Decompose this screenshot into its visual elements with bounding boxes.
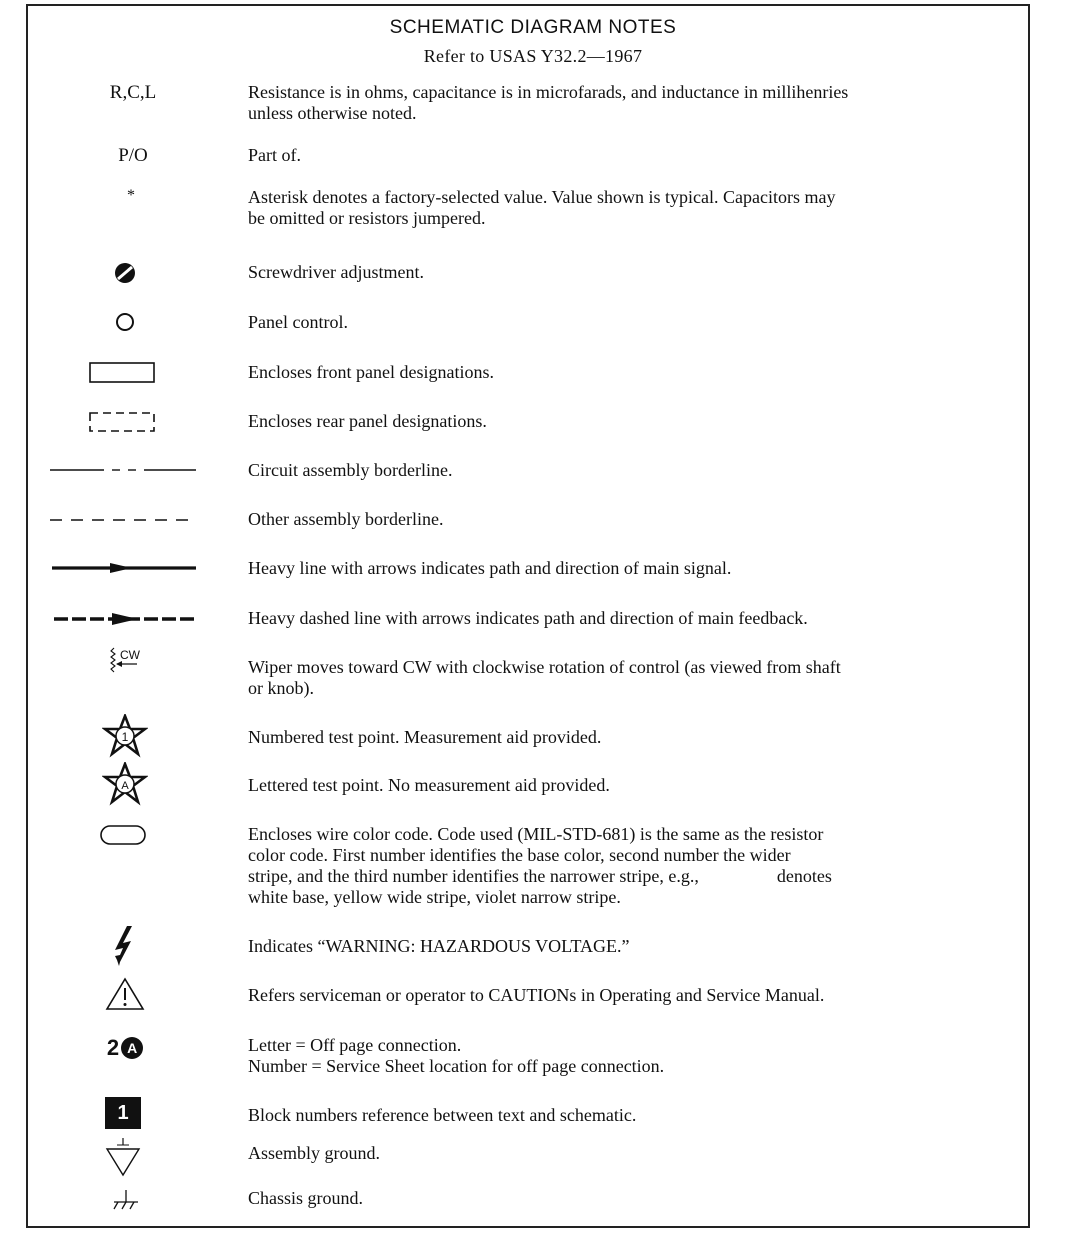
note-description: Indicates “WARNING: HAZARDOUS VOLTAGE.” (248, 936, 630, 956)
note-description: Encloses rear panel designations. (248, 411, 487, 431)
note-description: Encloses front panel designations. (248, 362, 494, 382)
note-description: Heavy dashed line with arrows indicates path and direction of main feedback. (248, 608, 808, 628)
asterisk-icon: * (127, 187, 135, 204)
assembly-ground-icon (38, 1137, 208, 1177)
off-page-connection-icon (40, 1035, 210, 1061)
rear-panel-dashed-box-icon (38, 411, 208, 435)
note-description: Encloses wire color code. Code used (MIL-STD-681) is the same as the resistor color code. First number identifies the base color, second number the wider stripe, and the third number identifies the narrower stripe, e.g., denotes white base, yellow wide stripe, violet narrow stripe. (248, 824, 832, 907)
note-description: Assembly ground. (248, 1143, 380, 1163)
cw-label: CW (120, 648, 140, 662)
note-description: Part of. (248, 145, 301, 165)
block-number-icon: 1 (38, 1097, 208, 1129)
note-description: Asterisk denotes a factory-selected value. Value shown is typical. Capacitors may be omitted or resistors jumpered. (248, 187, 836, 228)
denotes-text: denotes (776, 866, 832, 886)
note-description: Letter = Off page connection. Number = Service Sheet location for off page connection. (248, 1035, 665, 1076)
note-description: Wiper moves toward CW with clockwise rotation of control (as viewed from shaft or knob). (248, 657, 841, 698)
panel-control-icon (40, 311, 210, 333)
main-feedback-dashed-arrow-icon (38, 608, 208, 628)
lettered-test-point-icon (40, 762, 210, 806)
note-description: Other assembly borderline. (248, 509, 444, 529)
note-description: Screwdriver adjustment. (248, 262, 424, 282)
other-borderline-icon (38, 509, 208, 529)
screwdriver-adjust-icon (40, 261, 210, 285)
note-description: Circuit assembly borderline. (248, 460, 453, 480)
off-page-number: 2 (106, 1035, 120, 1060)
page-subtitle: Refer to USAS Y32.2—1967 (423, 46, 643, 66)
note-description: Numbered test point. Measurement aid provided. (248, 727, 602, 747)
front-panel-box-icon (38, 361, 208, 385)
wiper-cw-icon (40, 646, 210, 676)
test-point-letter: A (121, 780, 129, 792)
off-page-letter: A (121, 1037, 143, 1059)
circuit-borderline-icon (38, 460, 208, 480)
page-title: SCHEMATIC DIAGRAM NOTES (389, 17, 677, 38)
note-description: Refers serviceman or operator to CAUTIONs in Operating and Service Manual. (248, 985, 825, 1005)
note-description: Lettered test point. No measurement aid provided. (248, 775, 610, 795)
rcl-symbol: R,C,L (109, 82, 157, 103)
note-description: Block numbers reference between text and schematic. (248, 1105, 637, 1125)
note-description: Chassis ground. (248, 1188, 364, 1208)
main-signal-arrow-icon (38, 558, 208, 578)
wire-color-code-icon (38, 824, 208, 848)
test-point-number: 1 (121, 730, 129, 744)
numbered-test-point-icon (40, 714, 210, 758)
po-symbol: P/O (118, 145, 148, 166)
note-description: Panel control. (248, 312, 348, 332)
note-description: Resistance is in ohms, capacitance is in microfarads, and inductance in millihenries unless otherwise noted. (248, 82, 849, 123)
hazardous-voltage-icon (40, 924, 210, 968)
chassis-ground-icon (40, 1188, 210, 1212)
note-description: Heavy line with arrows indicates path and direction of main signal. (248, 558, 732, 578)
caution-triangle-icon (40, 976, 210, 1012)
